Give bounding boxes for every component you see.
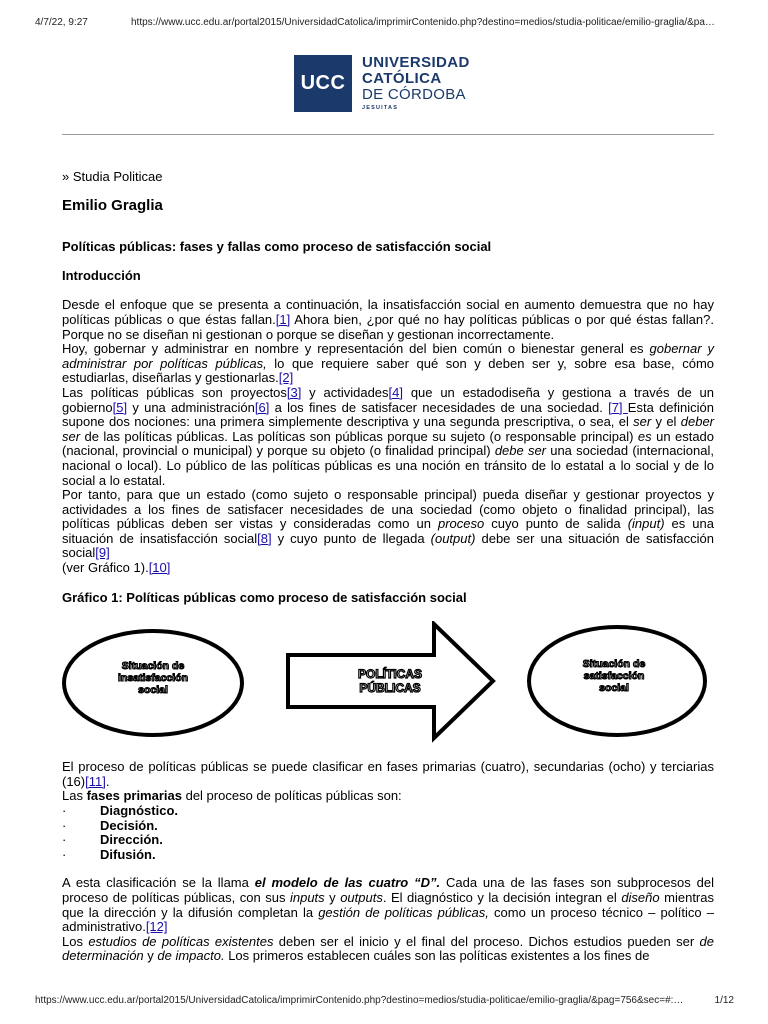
university-logo[interactable] <box>294 55 470 112</box>
footnote-link[interactable]: [8] <box>257 530 272 546</box>
logo-line-4: JESUITAS <box>362 105 399 111</box>
footnote-link[interactable]: [12] <box>145 919 168 935</box>
right-ellipse-line-1: Situación de <box>582 658 646 671</box>
list-item: · Decisión. <box>62 817 158 833</box>
footnote-link[interactable]: [1] <box>275 311 291 327</box>
arrow-line-2: PÚBLICAS <box>359 681 421 696</box>
phases-body <box>62 760 714 964</box>
breadcrumb[interactable]: » Studia Politicae <box>62 169 163 184</box>
logo-line-1: UNIVERSIDAD <box>362 54 470 71</box>
process-diagram <box>62 621 714 751</box>
paragraph-7: Las fases primarias del proceso de políticas públicas son: <box>62 788 402 804</box>
footnote-link[interactable]: [10] <box>148 560 171 576</box>
logo-wordmark <box>362 55 470 112</box>
paragraph-9: Los estudios de políticas existentes deben ser el inicio y el final del proceso. Dichos estudios pueden ser de determinación y de impacto. Los primeros establecen cuáles son las políticas existentes a los fines de <box>62 933 714 964</box>
intro-heading: Introducción <box>62 267 141 283</box>
logo-mark: UCC <box>294 55 352 112</box>
footnote-link[interactable]: [9] <box>95 545 110 561</box>
footnote-link[interactable]: [5] <box>112 399 128 415</box>
footer-url: https://www.ucc.edu.ar/portal2015/UniversidadCatolica/imprimirContenido.php?destino=medios/studia-politicae/emilio-graglia/&pag=756&sec=#:… <box>35 995 684 1006</box>
figure-title: Gráfico 1: Políticas públicas como proceso de satisfacción social <box>62 589 467 605</box>
paragraph-8: A esta clasificación se la llama el modelo de las cuatro “D”. Cada una de las fases son subprocesos del proceso de políticas públicas, con sus inputs y outputs. El diagnóstico y la decisión integran el diseño mientras que la dirección y la difusión completan la gestión de políticas públicas, como un proceso técnico – político – administrativo.[12] <box>62 875 714 935</box>
paragraph-6: El proceso de políticas públicas se puede clasificar en fases primarias (cuatro), secundarias (ocho) y terciarias (16)[11]. <box>62 759 714 789</box>
print-date: 4/7/22, 9:27 <box>35 17 88 28</box>
right-ellipse-line-2: satisfacción <box>583 670 645 683</box>
logo-line-3: DE CÓRDOBA <box>362 86 466 103</box>
author-name: Emilio Graglia <box>62 196 163 214</box>
footnote-link[interactable]: [6] <box>254 399 270 415</box>
paragraph-1: Desde el enfoque que se presenta a continuación, la insatisfacción social en aumento demuestra que no hay políticas públicas o que éstas fallan.[1] Ahora bien, ¿por qué no hay políticas públicas o por qué éstas fallan?. Porque no se diseñan ni gestionan o porque se diseñan y gestionan incorrectamente. <box>62 297 714 342</box>
paragraph-5: (ver Gráfico 1).[10] <box>62 560 171 576</box>
list-item: · Dirección. <box>62 832 163 848</box>
arrow-line-1: POLÍTICAS <box>357 667 423 682</box>
intro-body <box>62 298 714 575</box>
footnote-link[interactable]: [4] <box>388 384 404 400</box>
footnote-link[interactable]: [11] <box>85 773 106 789</box>
list-item: · Difusión. <box>62 846 156 862</box>
list-item: · Diagnóstico. <box>62 803 179 819</box>
paragraph-2: Hoy, gobernar y administrar en nombre y representación del bien común o bienestar general es gobernar y administrar por políticas públicas, lo que requiere saber qué son y deben ser y, sobre esa base, cómo estudiarlas, diseñarlas y gestionarlas.[2] <box>62 341 714 386</box>
header-divider <box>62 134 714 135</box>
print-url: https://www.ucc.edu.ar/portal2015/UniversidadCatolica/imprimirContenido.php?destino=medios/studia-politicae/emilio-graglia/&pa… <box>131 17 715 28</box>
right-ellipse-line-3: social <box>599 682 629 695</box>
footnote-link[interactable]: [2] <box>278 370 294 386</box>
paragraph-4: Por tanto, para que un estado (como sujeto o responsable principal) pueda diseñar y gestionar proyectos y actividades a los fines de satisfacer necesidades de una sociedad (como objeto o finalidad principal), las políticas públicas deben ser vistas y consideradas como un proceso cuyo punto de salida (input) es una situación de insatisfacción social[8] y cuyo punto de llegada (output) debe ser una situación de satisfacción social[9] <box>62 487 714 561</box>
article <box>62 170 714 964</box>
footnote-link[interactable]: [3] <box>286 384 302 400</box>
article-title: Políticas públicas: fases y fallas como proceso de satisfacción social <box>62 239 492 255</box>
paragraph-3: Las políticas públicas son proyectos[3] y actividades[4] que un estadodiseña y gestiona a través de un gobierno[5] y una administración[6] a los fines de satisfacer necesidades de una sociedad. [7] Esta definición supone dos nociones: una primera simplemente descriptiva y una segunda prescriptiva, o sea, el ser y el deber ser de las políticas públicas. Las políticas son públicas porque su sujeto (o responsable principal) es un estado (nacional, provincial o municipal) y porque su objeto (o finalidad principal) debe ser una sociedad (internacional, nacional o local). Lo público de las políticas públicas es una noción en tránsito de lo estatal a lo social y de lo social a lo estatal. <box>62 384 715 488</box>
process-diagram-svg <box>62 621 714 751</box>
logo-line-2: CATÓLICA <box>362 70 442 87</box>
left-ellipse-line-2: insatisfacción <box>117 672 189 685</box>
left-ellipse-line-1: Situación de <box>121 660 185 673</box>
page-number: 1/12 <box>714 995 734 1006</box>
footnote-link[interactable]: [7] <box>608 399 628 415</box>
left-ellipse-line-3: social <box>138 684 168 697</box>
